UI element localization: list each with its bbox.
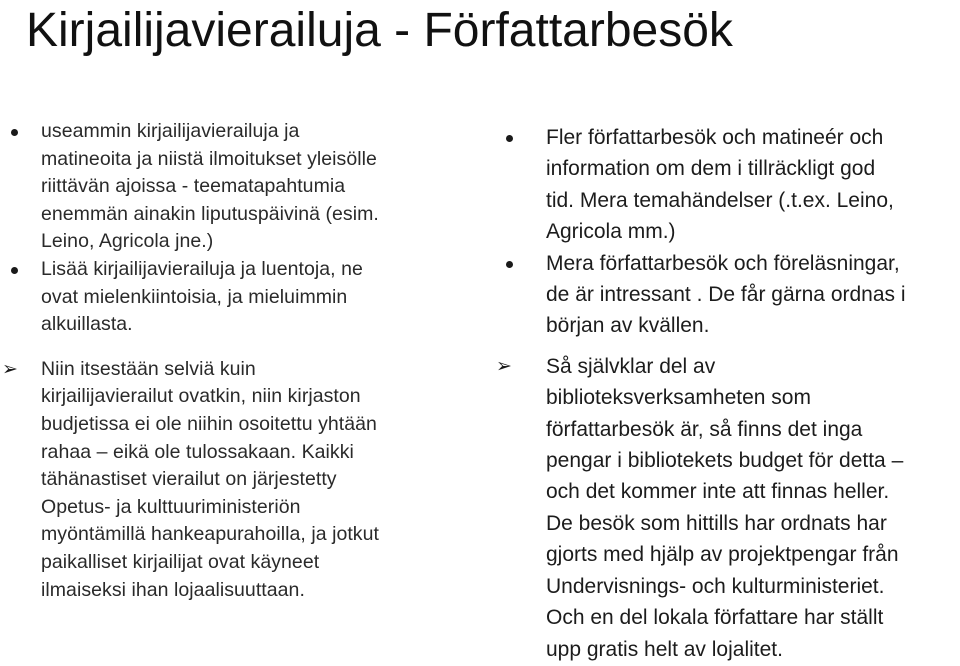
swedish-bullet-list — [494, 118, 960, 665]
round-bullet-icon — [11, 267, 18, 274]
bullet-item-swedish-3 — [494, 351, 960, 665]
bullet-item-swedish-1 — [494, 122, 960, 248]
bullet-item-finnish-1 — [0, 118, 470, 256]
round-bullet-icon — [506, 261, 513, 268]
arrow-bullet-icon: ➢ — [496, 354, 512, 377]
bullet-text: Niin itsestään selviä kuin kirjailijavierailut ovatkin, niin kirjaston budjetissa ei ole niihin osoitettu yhtään rahaa – eikä ole tulossakaan. Kaikki tähänastiset vierailut on järjestetty Opetus- ja kulttuuriministeriön myöntämillä hankeapurahoilla, ja jotkut paikalliset kirjailijat ovat käyneet ilmaiseksi ihan lojaalisuuttaan. — [41, 357, 379, 601]
bullet-item-finnish-2 — [0, 256, 470, 339]
arrow-bullet-icon: ➢ — [2, 357, 18, 380]
bullet-item-swedish-2 — [494, 248, 960, 342]
round-bullet-icon — [506, 135, 513, 142]
bullet-item-finnish-3 — [0, 356, 470, 604]
slide-title: Kirjailijavierailuja - Författarbesök — [26, 4, 733, 57]
bullet-text: Så självklar del av biblioteksverksamheten som författarbesök är, så finns det inga pengar i bibliotekets budget för detta – och det kommer inte att finnas heller. De besök som hittills har ordnats har gjorts med hjälp av projektpengar från Undervisnings- och kulturministeriet. Och en del lokala författare har ställt upp gratis helt av lojalitet. — [546, 354, 904, 661]
bullet-text: Mera författarbesök och föreläsningar, de är intressant . De får gärna ordnas i början av kvällen. — [546, 251, 906, 338]
bullet-text: useammin kirjailijavierailuja ja matineoita ja niistä ilmoitukset yleisölle riittävän ajoissa - teematapahtumia enemmän ainakin liputuspäivinä (esim. Leino, Agricola jne.) — [41, 120, 379, 253]
bullet-text: Fler författarbesök och matineér och information om dem i tillräckligt god tid. Mera temahändelser (.t.ex. Leino, Agricola mm.) — [546, 126, 894, 244]
round-bullet-icon — [11, 129, 18, 136]
bullet-text: Lisää kirjailijavierailuja ja luentoja, ne ovat mielenkiintoisia, ja mieluimmin alkuillasta. — [41, 257, 363, 336]
finnish-bullet-list — [0, 118, 470, 604]
